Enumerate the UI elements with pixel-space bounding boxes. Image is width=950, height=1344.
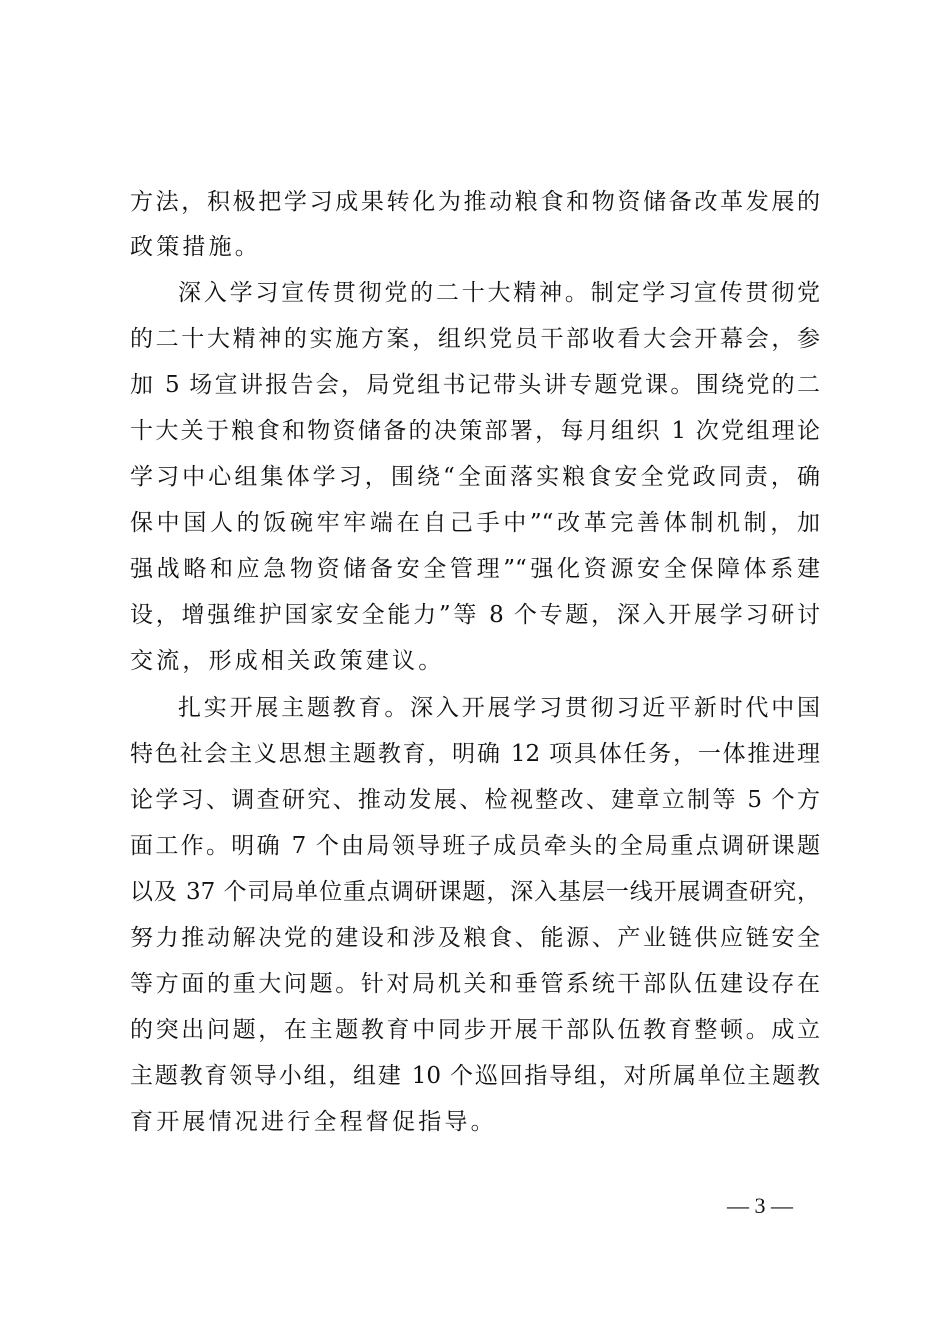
paragraph-2-line-4: 十大关于粮食和物资储备的决策部署，每月组织 1 次党组理论 <box>130 418 820 444</box>
paragraph-3-line-2: 特色社会主义思想主题教育，明确 12 项具体任务，一体推进理 <box>130 741 820 767</box>
paragraph-2-line-2: 的二十大精神的实施方案，组织党员干部收看大会开幕会，参 <box>130 326 820 352</box>
paragraph-3-line-10: 育开展情况进行全程督促指导。 <box>130 1109 497 1135</box>
paragraph-3-line-5: 以及 37 个司局单位重点调研课题，深入基层一线开展调查研究， <box>130 879 820 905</box>
paragraph-2-line-9: 交流，形成相关政策建议。 <box>130 648 445 674</box>
page-number: — 3 — <box>727 1193 793 1218</box>
paragraph-3-line-3: 论学习、调查研究、推动发展、检视整改、建章立制等 5 个方 <box>130 787 820 813</box>
paragraph-3-line-1: 扎实开展主题教育。深入开展学习贯彻习近平新时代中国 <box>178 695 820 721</box>
paragraph-2-line-7: 强战略和应急物资储备安全管理”“强化资源安全保障体系建 <box>130 556 820 582</box>
paragraph-3-line-8: 的突出问题，在主题教育中同步开展干部队伍教育整顿。成立 <box>130 1017 820 1043</box>
paragraph-1-line-1: 方法，积极把学习成果转化为推动粮食和物资储备改革发展的 <box>130 189 820 215</box>
paragraph-2-line-3: 加 5 场宣讲报告会，局党组书记带头讲专题党课。围绕党的二 <box>130 372 820 398</box>
paragraph-3-line-4: 面工作。明确 7 个由局领导班子成员牵头的全局重点调研课题 <box>130 833 820 859</box>
paragraph-2-line-6: 保中国人的饭碗牢牢端在自己手中”“改革完善体制机制，加 <box>130 510 820 536</box>
paragraph-1-line-2: 政策措施。 <box>130 234 261 260</box>
paragraph-2-line-1: 深入学习宣传贯彻党的二十大精神。制定学习宣传贯彻党 <box>178 280 820 306</box>
paragraph-2-line-5: 学习中心组集体学习，围绕“全面落实粮食安全党政同责，确 <box>130 464 820 490</box>
paragraph-2-line-8: 设，增强维护国家安全能力”等 8 个专题，深入开展学习研讨 <box>130 602 820 628</box>
paragraph-3-line-6: 努力推动解决党的建设和涉及粮食、能源、产业链供应链安全 <box>130 925 820 951</box>
paragraph-3-line-7: 等方面的重大问题。针对局机关和垂管系统干部队伍建设存在 <box>130 971 820 997</box>
paragraph-3-line-9: 主题教育领导小组，组建 10 个巡回指导组，对所属单位主题教 <box>130 1063 820 1089</box>
